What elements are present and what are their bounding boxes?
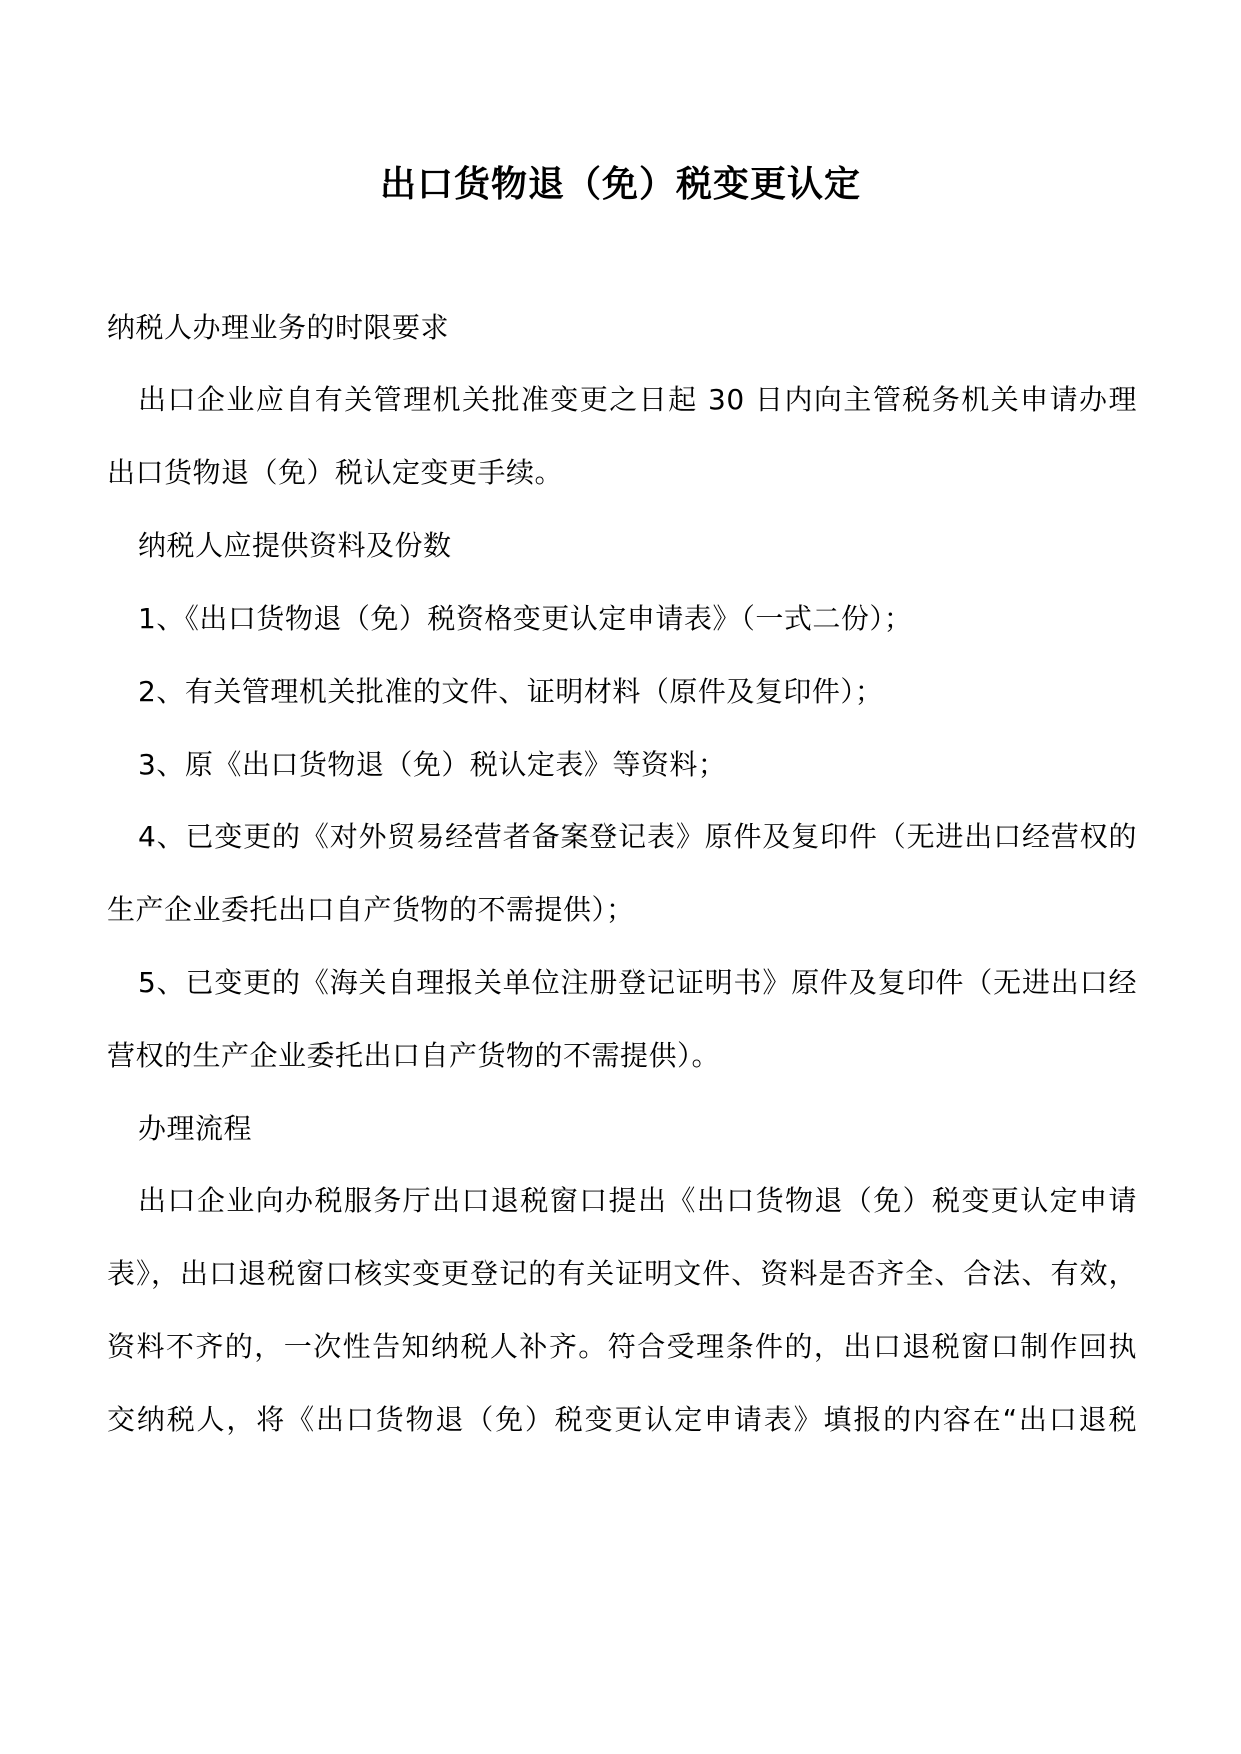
paragraph-line: 出口货物退（免）税认定变更手续。 — [107, 456, 564, 489]
list-item-continuation: 营权的生产企业委托出口自产货物的不需提供）。 — [107, 1039, 721, 1072]
paragraph-line: 出口企业应自有关管理机关批准变更之日起 30 日内向主管税务机关申请办理 — [138, 383, 1137, 416]
page-title: 出口货物退（免）税变更认定 — [379, 164, 861, 205]
paragraph-line: 交纳税人，将《出口货物退（免）税变更认定申请表》填报的内容在“出口退税 — [107, 1403, 1137, 1436]
list-item: 1、《出口货物退（免）税资格变更认定申请表》（一式二份）； — [138, 602, 913, 635]
section-heading-process: 办理流程 — [138, 1112, 253, 1145]
list-item: 4、已变更的《对外贸易经营者备案登记表》原件及复印件（无进出口经营权的 — [138, 820, 1137, 853]
list-item: 3、原《出口货物退（免）税认定表》等资料； — [138, 748, 727, 781]
section-heading-materials: 纳税人应提供资料及份数 — [138, 529, 452, 562]
paragraph-line: 表》，出口退税窗口核实变更登记的有关证明文件、资料是否齐全、合法、有效， — [107, 1257, 1137, 1290]
list-item-continuation: 生产企业委托出口自产货物的不需提供）； — [107, 893, 635, 926]
paragraph-line: 资料不齐的，一次性告知纳税人补齐。符合受理条件的，出口退税窗口制作回执 — [107, 1330, 1137, 1363]
list-item: 5、已变更的《海关自理报关单位注册登记证明书》原件及复印件（无进出口经 — [138, 966, 1137, 999]
section-heading-time-limit: 纳税人办理业务的时限要求 — [107, 311, 450, 344]
list-item: 2、有关管理机关批准的文件、证明材料（原件及复印件）； — [138, 675, 884, 708]
paragraph-line: 出口企业向办税服务厅出口退税窗口提出《出口货物退（免）税变更认定申请 — [138, 1184, 1137, 1217]
